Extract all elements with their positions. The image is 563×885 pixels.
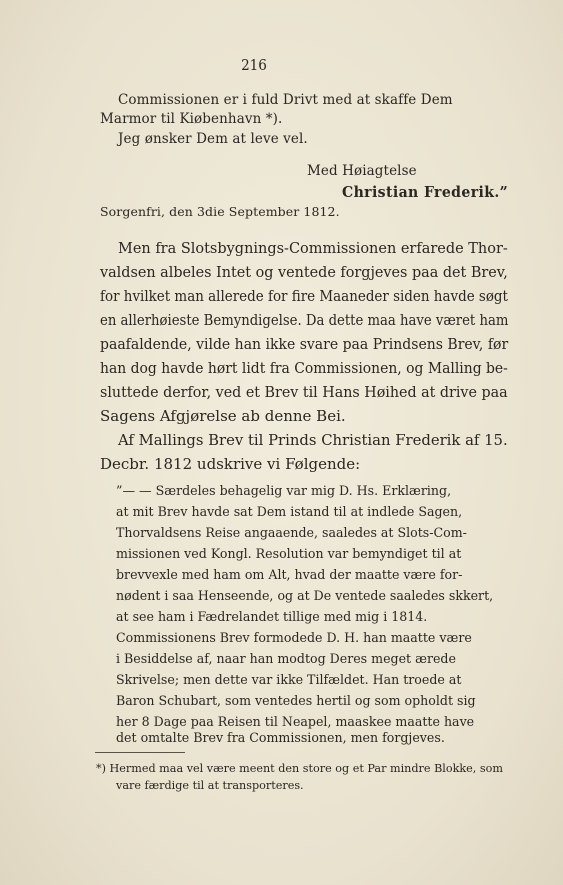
quote-line: her 8 Dage paa Reisen til Neapel, maaskee maatte have	[116, 714, 475, 729]
quote-line: nødent i saa Henseende, og at De ventede saaledes skkert,	[116, 588, 494, 603]
quote-line: at mit Brev havde sat Dem istand til at indlede Sagen,	[116, 504, 463, 519]
body-line: han dog havde hørt lidt fra Commissionen, og Malling be-	[100, 359, 508, 377]
footnote-line: vare færdige til at transporteres.	[116, 779, 304, 792]
letter-line: Commissionen er i fuld Drivt med at skaffe Dem	[118, 92, 453, 108]
quote-line: at see ham i Fædrelandet tillige med mig i 1814.	[116, 609, 428, 624]
quote-line: ”— — Særdeles behagelig var mig D. Hs. Erklæring,	[116, 483, 452, 498]
letter-line: Jeg ønsker Dem at leve vel.	[118, 131, 308, 147]
body-line: Men fra Slotsbygnings-Commissionen erfarede Thor-	[118, 239, 508, 257]
quote-line: Baron Schubart, som ventedes hertil og som opholdt sig	[116, 693, 476, 708]
quote-line: Commissionens Brev formodede D. H. han maatte være	[116, 630, 472, 645]
body-line: Sagens Afgjørelse ab denne Bei.	[100, 407, 346, 425]
quote-line: brevvexle med ham om Alt, hvad der maatte være for-	[116, 567, 463, 582]
body-line: paafaldende, vilde han ikke svare paa Prindsens Brev, før	[100, 335, 509, 353]
quote-line: i Besiddelse af, naar han modtog Deres meget ærede	[116, 651, 456, 666]
letter-place-date: Sorgenfri, den 3die September 1812.	[100, 204, 340, 219]
page-number: 216	[241, 56, 267, 74]
letter-signature: Christian Frederik.”	[342, 183, 509, 201]
letter-closing: Med Høiagtelse	[307, 163, 417, 179]
body-line: Decbr. 1812 udskrive vi Følgende:	[100, 455, 361, 473]
footnote-rule	[95, 752, 185, 753]
body-line: for hvilket man allerede for fire Maaneder siden havde søgt	[100, 287, 508, 305]
body-line: Af Mallings Brev til Prinds Christian Frederik af 15.	[118, 431, 508, 449]
quote-line: det omtalte Brev fra Commissionen, men forgjeves.	[116, 730, 445, 745]
body-line: en allerhøieste Bemyndigelse. Da dette maa have været ham	[100, 311, 509, 329]
quote-line: Skrivelse; men dette var ikke Tilfældet. Han troede at	[116, 672, 462, 687]
footnote-line: *) Hermed maa vel være meent den store og et Par mindre Blokke, som	[96, 762, 503, 775]
quote-line: missionen ved Kongl. Resolution var bemyndiget til at	[116, 546, 462, 561]
letter-line: Marmor til Kiøbenhavn *).	[100, 111, 283, 127]
body-line: valdsen albeles Intet og ventede forgjeves paa det Brev,	[100, 263, 508, 281]
body-line: sluttede derfor, ved et Brev til Hans Høihed at drive paa	[100, 383, 508, 401]
quote-line: Thorvaldsens Reise angaaende, saaledes at Slots-Com-	[116, 525, 467, 540]
